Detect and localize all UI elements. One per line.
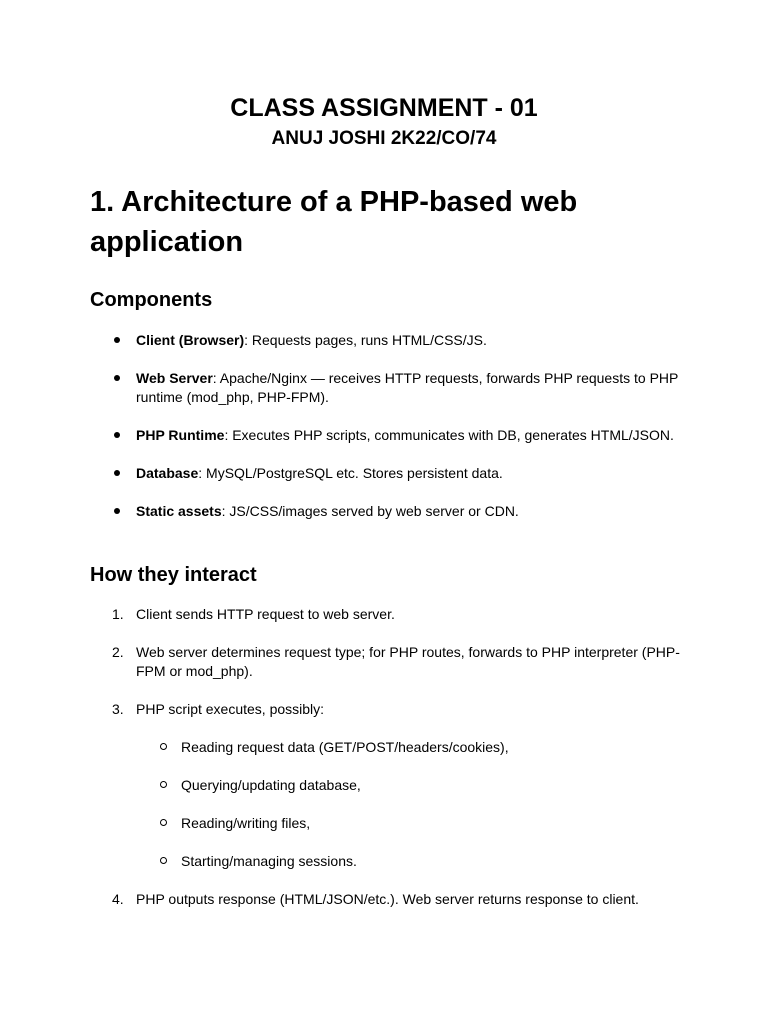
substep-text: Reading request data (GET/POST/headers/cookies),: [181, 739, 509, 755]
component-desc: : MySQL/PostgreSQL etc. Stores persistent data.: [198, 465, 503, 481]
step-number: 1.: [112, 606, 124, 622]
step-text: PHP outputs response (HTML/JSON/etc.). Web server returns response to client.: [136, 891, 639, 907]
component-desc: : Apache/Nginx — receives HTTP requests, forwards PHP requests to PHP runtime (mod_php, PHP-FPM).: [136, 370, 679, 405]
bullet-icon: [114, 375, 120, 381]
hollow-bullet-icon: [160, 857, 167, 864]
step-number: 3.: [112, 701, 124, 717]
step-text: Client sends HTTP request to web server.: [136, 606, 395, 622]
list-item: [90, 643, 690, 681]
list-item: [90, 502, 690, 521]
bullet-icon: [114, 337, 120, 343]
substep-text: Reading/writing files,: [181, 815, 311, 831]
step-text: Web server determines request type; for PHP routes, forwards to PHP interpreter (PHP-FPM or mod_php).: [136, 644, 680, 679]
bullet-icon: [114, 470, 120, 476]
sub-list-item: [136, 814, 690, 833]
step-number: 2.: [112, 644, 124, 660]
list-item: [90, 605, 690, 624]
component-term: Client (Browser): [136, 332, 245, 348]
document-title: CLASS ASSIGNMENT - 01: [230, 94, 538, 122]
list-item: [90, 890, 690, 909]
sub-list-item: [136, 852, 690, 871]
step-number: 4.: [112, 891, 124, 907]
component-term: Database: [136, 465, 199, 481]
substep-text: Querying/updating database,: [181, 777, 361, 793]
list-item: [90, 464, 690, 483]
components-heading: Components: [90, 289, 213, 311]
sub-list-item: [136, 776, 690, 795]
section-heading: 1. Architecture of a PHP-based web application: [90, 186, 578, 258]
list-item: [90, 426, 690, 445]
substeps-list: [136, 738, 690, 871]
hollow-bullet-icon: [160, 819, 167, 826]
list-item: [90, 700, 690, 871]
component-desc: : JS/CSS/images served by web server or CDN.: [221, 503, 519, 519]
list-item: [90, 331, 690, 350]
hollow-bullet-icon: [160, 743, 167, 750]
document-subtitle: ANUJ JOSHI 2K22/CO/74: [271, 128, 497, 149]
component-desc: : Requests pages, runs HTML/CSS/JS.: [244, 332, 487, 348]
hollow-bullet-icon: [160, 781, 167, 788]
interaction-heading: How they interact: [90, 564, 257, 586]
list-item: [90, 369, 690, 407]
interaction-steps-list: [90, 605, 690, 928]
component-term: PHP Runtime: [136, 427, 225, 443]
substep-text: Starting/managing sessions.: [181, 853, 357, 869]
component-desc: : Executes PHP scripts, communicates with DB, generates HTML/JSON.: [224, 427, 674, 443]
sub-list-item: [136, 738, 690, 757]
bullet-icon: [114, 508, 120, 514]
component-term: Static assets: [136, 503, 222, 519]
bullet-icon: [114, 432, 120, 438]
components-list: [90, 331, 690, 540]
component-term: Web Server: [136, 370, 213, 386]
step-text: PHP script executes, possibly:: [136, 701, 325, 717]
